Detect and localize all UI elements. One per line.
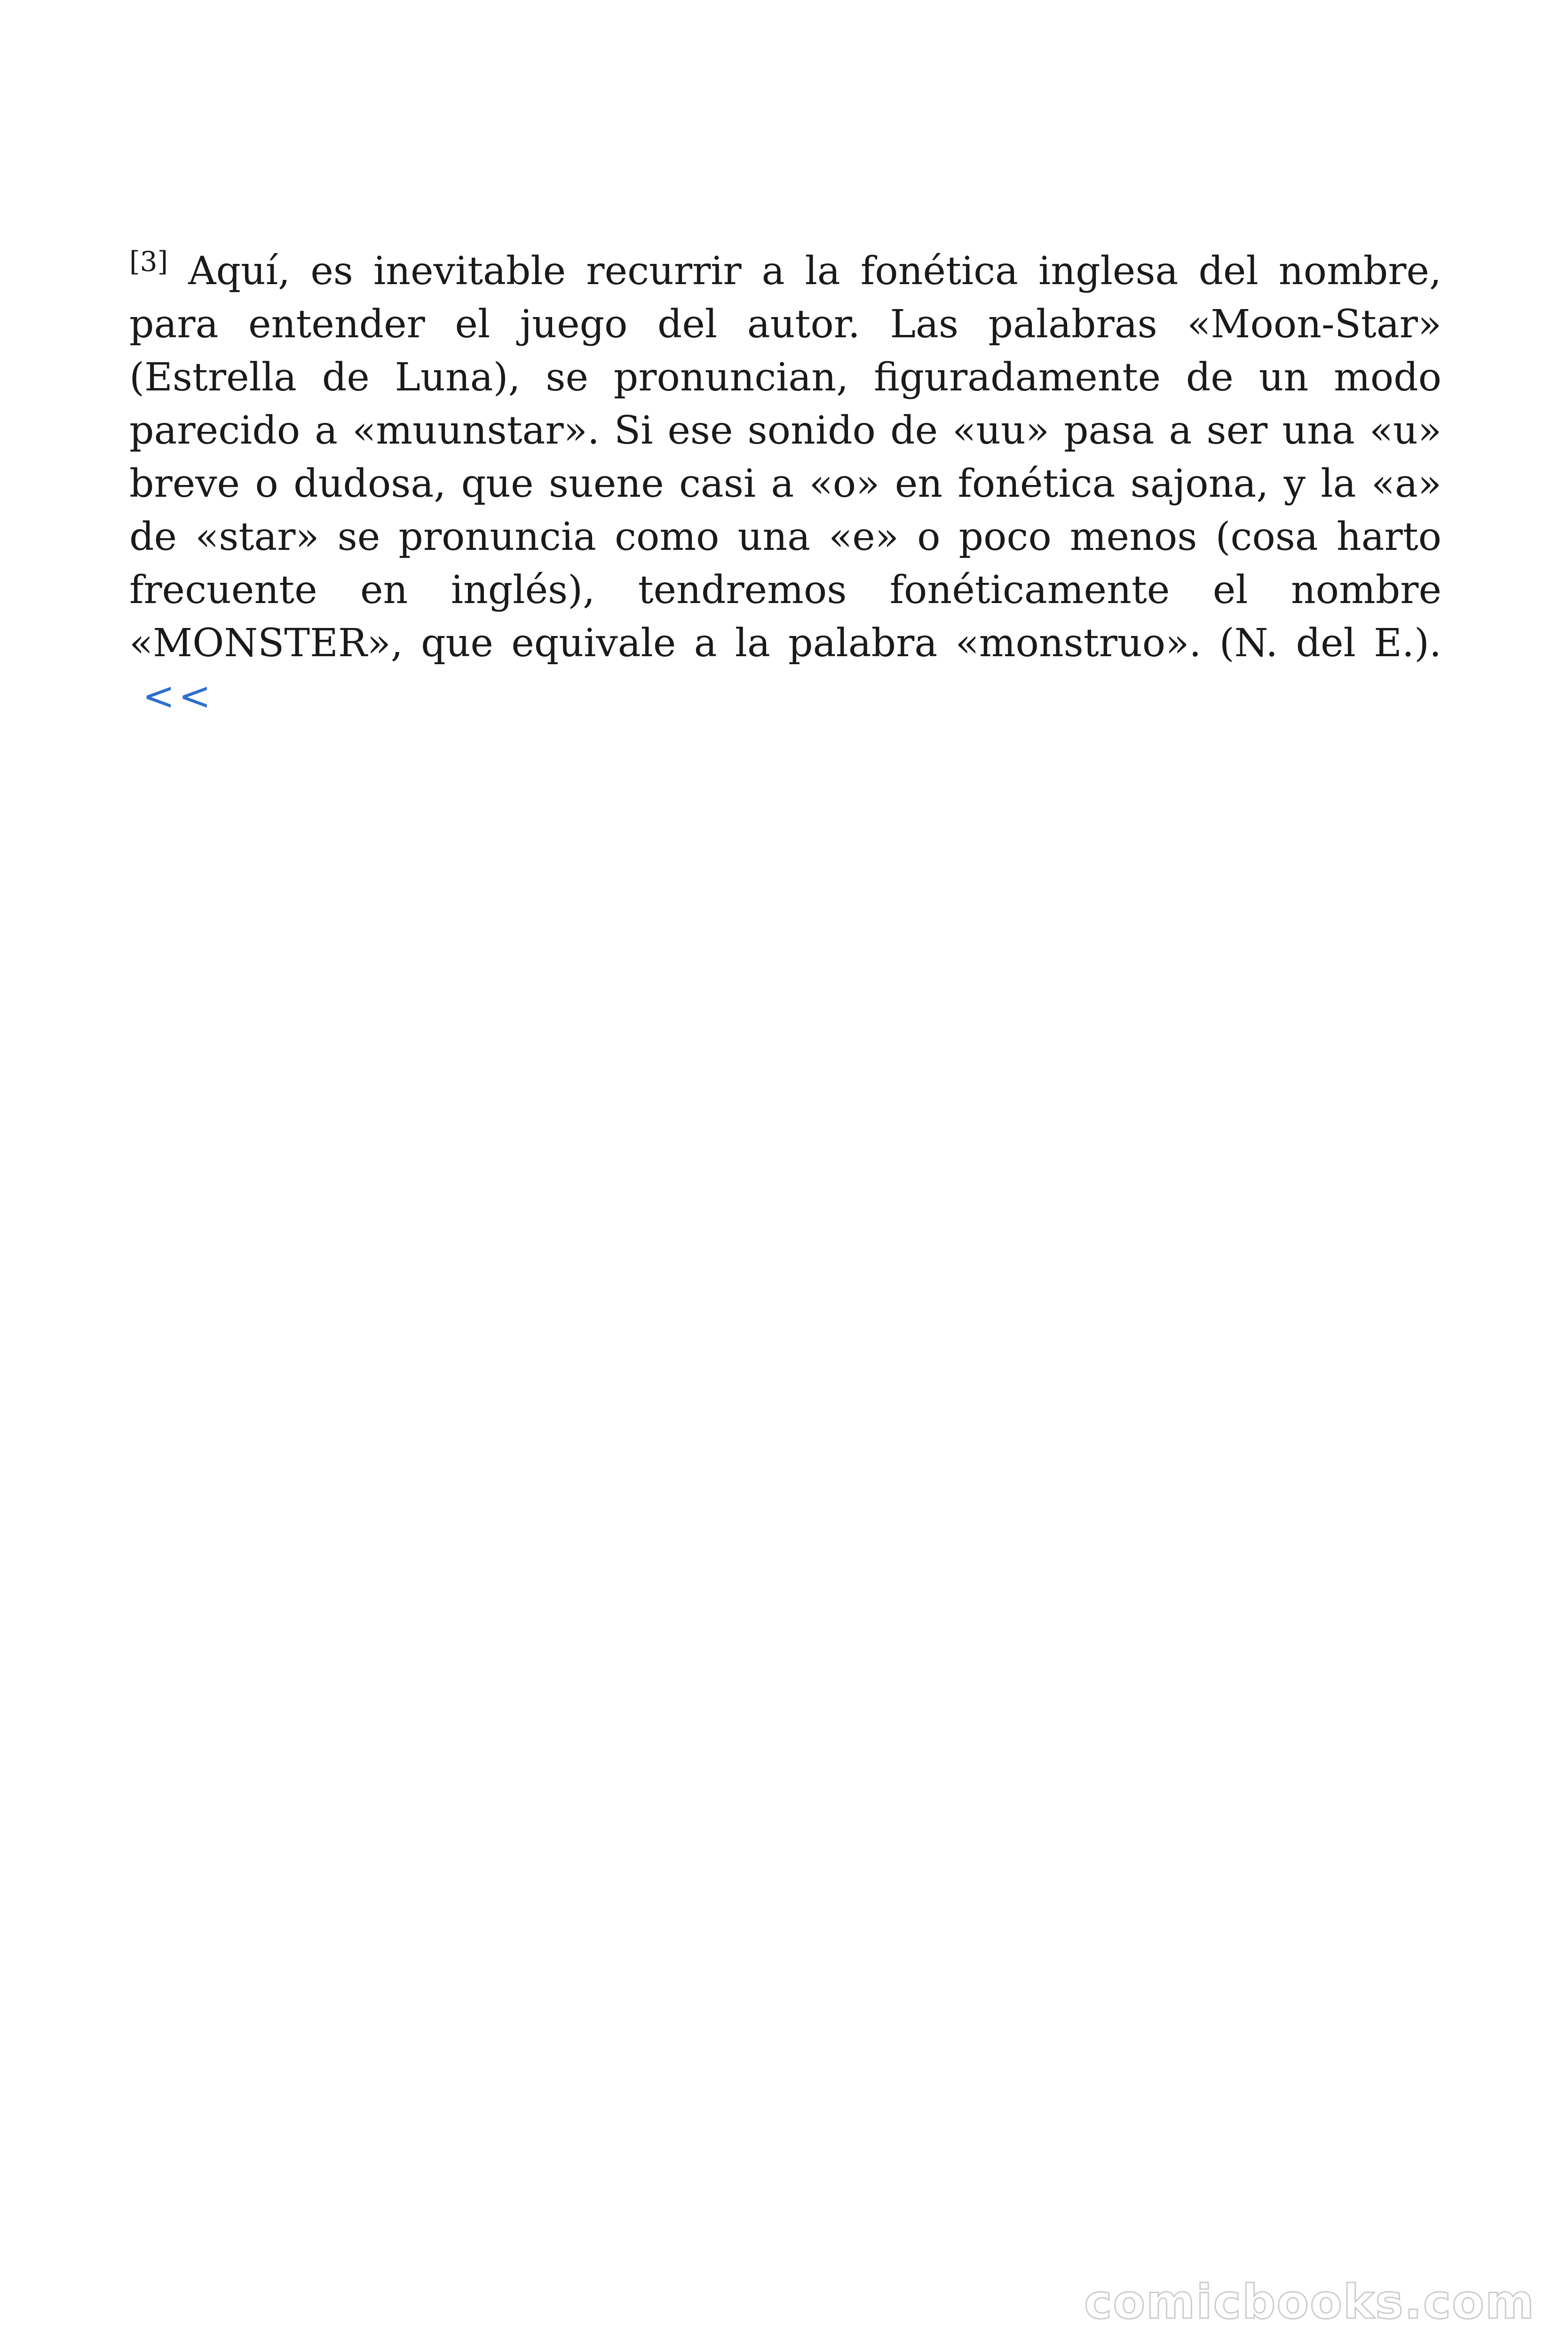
watermark-logo: comicbooks.com <box>1084 2274 1535 2329</box>
footnote-text: Aquí, es inevitable recurrir a la fonética inglesa del nombre, para entender el juego del autor. Las palabras «Moon-Star» (Estrella de Luna), se pronuncian, figuradamente de un modo parecido a «muunstar». Si ese sonido de «uu» pasa a ser una «u» breve o dudosa, que suene casi a «o» en fonética sajona, y la «a» de «star» se pronuncia como una «e» o poco menos (cosa harto frecuente en inglés), tendremos fonéticamente el nombre «MONSTER», que equivale a la palabra «monstruo». (N. del E.). <box>129 249 1441 666</box>
footnote-marker: [3] <box>129 246 168 278</box>
footnote-paragraph <box>129 245 1441 723</box>
back-link[interactable]: << <box>143 674 215 719</box>
